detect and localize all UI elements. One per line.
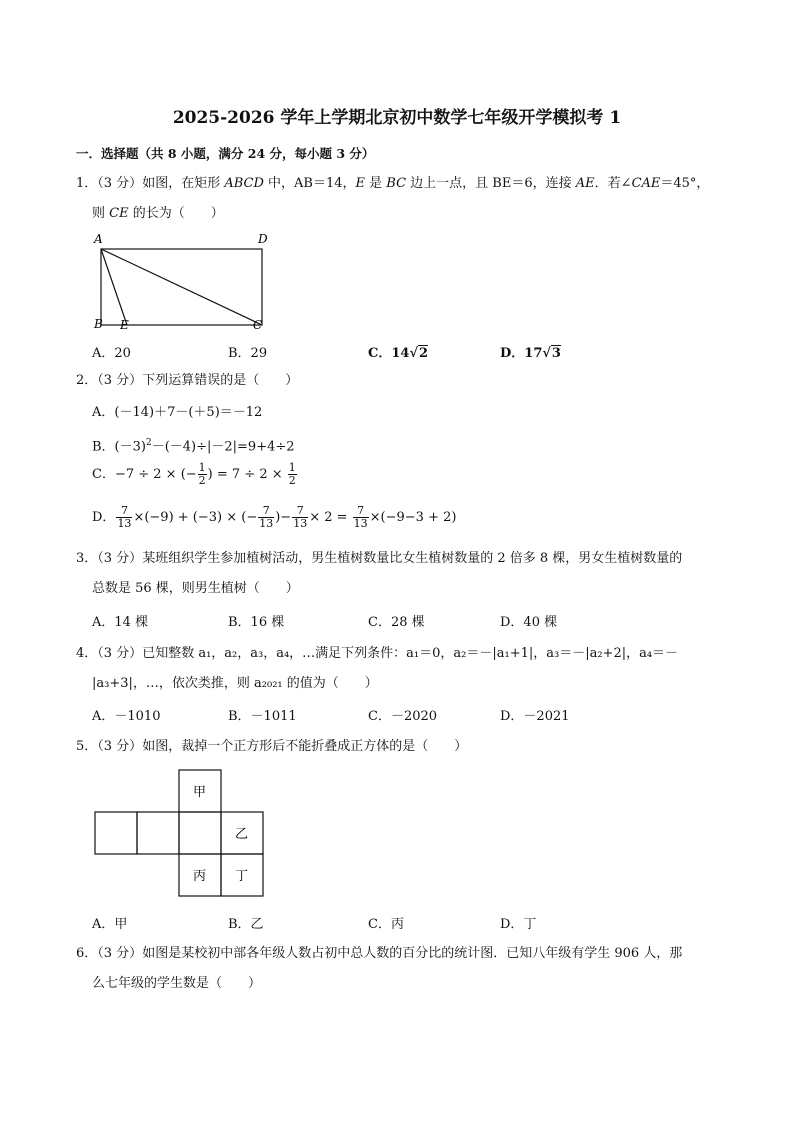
label-ding: 丁 [235, 869, 249, 884]
q1-option-b: B．29 [228, 346, 268, 361]
numerator: 7 [116, 505, 132, 518]
question-1-number: 1．（3 分） [76, 176, 143, 191]
text-fragment: 则 [92, 206, 110, 221]
question-3-stem [76, 550, 682, 568]
text-fragment: ×(−9−3 + 2) [369, 510, 457, 525]
numerator: 1 [198, 461, 206, 474]
denominator: 2 [198, 474, 206, 487]
radicand: 3 [551, 346, 561, 361]
denominator: 13 [259, 517, 274, 530]
text-fragment: －(－4)÷|－2|=9+4÷2 [151, 439, 295, 455]
q5-option-b: B．乙 [228, 917, 264, 932]
q3-option-a: A．14 棵 [92, 615, 149, 630]
denominator: 13 [117, 517, 132, 530]
net-cell [179, 812, 221, 854]
label-jia: 甲 [193, 785, 207, 800]
q3-option-b: B．16 棵 [228, 615, 285, 630]
q5-option-d: D．丁 [500, 917, 537, 932]
text-fragment: ＝45°， [660, 176, 710, 191]
text-fragment: )− [275, 510, 292, 525]
text-fragment: ) = 7 ÷ 2 × [207, 467, 287, 482]
text-fragment: 某班组织学生参加植树活动，男生植树数量比女生植树数量的 2 倍多 8 棵，男女生植树数量的 [142, 551, 683, 566]
fraction [116, 505, 132, 530]
q4-option-b: B．－1011 [228, 709, 297, 724]
text-fragment: ×(−9) + (−3) × (− [133, 510, 258, 525]
label-a: A [94, 232, 103, 246]
text-fragment: 下列运算错误的是（ ） [142, 373, 299, 388]
label-c: C [253, 318, 263, 332]
fraction [288, 462, 297, 487]
text-fragment: 连接 [545, 176, 576, 191]
text-fragment: 是 [365, 176, 387, 191]
section-heading: 一．选择题（共 8 小题，满分 24 分，每小题 3 分） [76, 146, 375, 161]
question-2-number: 2．（3 分） [76, 373, 143, 388]
text-fragment: × 2 = [309, 510, 352, 525]
label-yi: 乙 [235, 827, 249, 842]
text-fragment: 已知整数 a₁，a₂，a₃，a₄，…满足下列条件：a₁＝0，a₂＝－|a₁+1|，a₃＝－|a₂+2|，a₄＝－ [142, 646, 679, 661]
numerator: 7 [353, 505, 369, 518]
label-e: E [120, 318, 129, 332]
question-5-number: 5．（3 分） [76, 739, 143, 754]
text-fragment: 如图是某校初中部各年级人数占初中总人数的百分比的统计图．已知八年级有学生 906 人，那 [142, 946, 683, 961]
question-6-stem [76, 945, 682, 963]
segment-ae [101, 249, 127, 325]
question-3-number: 3．（3 分） [76, 551, 143, 566]
question-4-stem [76, 645, 678, 663]
numerator: 7 [258, 505, 274, 518]
question-6-number: 6．（3 分） [76, 946, 143, 961]
text-fragment: AE [575, 176, 595, 191]
denominator: 13 [353, 517, 368, 530]
text-fragment: CAE [631, 176, 661, 191]
q5-option-a: A．甲 [92, 917, 128, 932]
text-fragment: B．(－3) [92, 439, 146, 455]
q4-option-a: A．－1010 [92, 709, 161, 724]
label-b: B [94, 317, 103, 331]
question-4-number: 4．（3 分） [76, 646, 143, 661]
denominator: 2 [288, 474, 296, 487]
q1-option-c: C．14√2 [368, 346, 429, 361]
diagonal-ac [101, 249, 262, 325]
question-1-stem [76, 175, 709, 193]
rectangle-figure [88, 228, 278, 338]
question-6-stem-line2: 么七年级的学生数是（ ） [92, 976, 262, 991]
exponent: 2 [145, 438, 152, 448]
text-fragment: BC [386, 176, 407, 191]
net-cell [137, 812, 179, 854]
cube-net-figure [90, 765, 270, 905]
radicand: 2 [419, 346, 429, 361]
fraction [353, 505, 369, 530]
q2-option-a: A．(－14)＋7－(＋5)＝－12 [92, 405, 263, 420]
text-fragment: ABCD [224, 176, 264, 191]
denominator: 13 [293, 517, 308, 530]
q2-option-d [92, 505, 456, 530]
text-fragment: C．14 [368, 346, 410, 361]
q2-option-c [92, 462, 298, 487]
text-fragment: E [355, 176, 366, 191]
text-fragment: D．17 [500, 346, 543, 361]
question-3-stem-line2: 总数是 56 棵，则男生植树（ ） [92, 581, 299, 596]
text-fragment: 的长为（ ） [128, 206, 224, 221]
question-4-stem-line2: |a₃+3|，…，依次类推，则 a₂₀₂₁ 的值为（ ） [92, 676, 378, 691]
text-fragment: 如图，裁掉一个正方形后不能折叠成正方体的是（ ） [142, 739, 468, 754]
q1-option-d: D．17√3 [500, 346, 561, 361]
text-fragment: C．−7 ÷ 2 × (− [92, 467, 197, 482]
net-cell [95, 812, 137, 854]
fraction [258, 505, 274, 530]
text-fragment: ．若∠ [594, 176, 632, 191]
text-fragment: AB＝14， [294, 176, 356, 191]
text-fragment: 如图，在矩形 [142, 176, 225, 191]
label-bing: 丙 [193, 869, 207, 884]
question-5-stem [76, 738, 467, 756]
fraction [198, 462, 207, 487]
q4-option-c: C．－2020 [368, 709, 438, 724]
text-fragment: 边上一点，且 [406, 176, 493, 191]
text-fragment: BE＝6， [492, 176, 546, 191]
text-fragment: D． [92, 510, 116, 525]
label-d: D [258, 232, 268, 246]
text-fragment: 中， [263, 176, 295, 191]
numerator: 7 [292, 505, 308, 518]
numerator: 1 [288, 461, 296, 474]
page-title: 2025-2026 学年上学期北京初中数学七年级开学模拟考 1 [172, 108, 622, 128]
question-1-stem-line2 [92, 205, 224, 223]
question-2-stem [76, 372, 298, 390]
q3-option-d: D．40 棵 [500, 615, 558, 630]
q5-option-c: C．丙 [368, 917, 404, 932]
q1-option-a: A．20 [92, 346, 131, 361]
q4-option-d: D．－2021 [500, 709, 570, 724]
text-fragment: CE [109, 206, 129, 221]
fraction [292, 505, 308, 530]
q3-option-c: C．28 棵 [368, 615, 425, 630]
q2-option-b [92, 434, 295, 456]
